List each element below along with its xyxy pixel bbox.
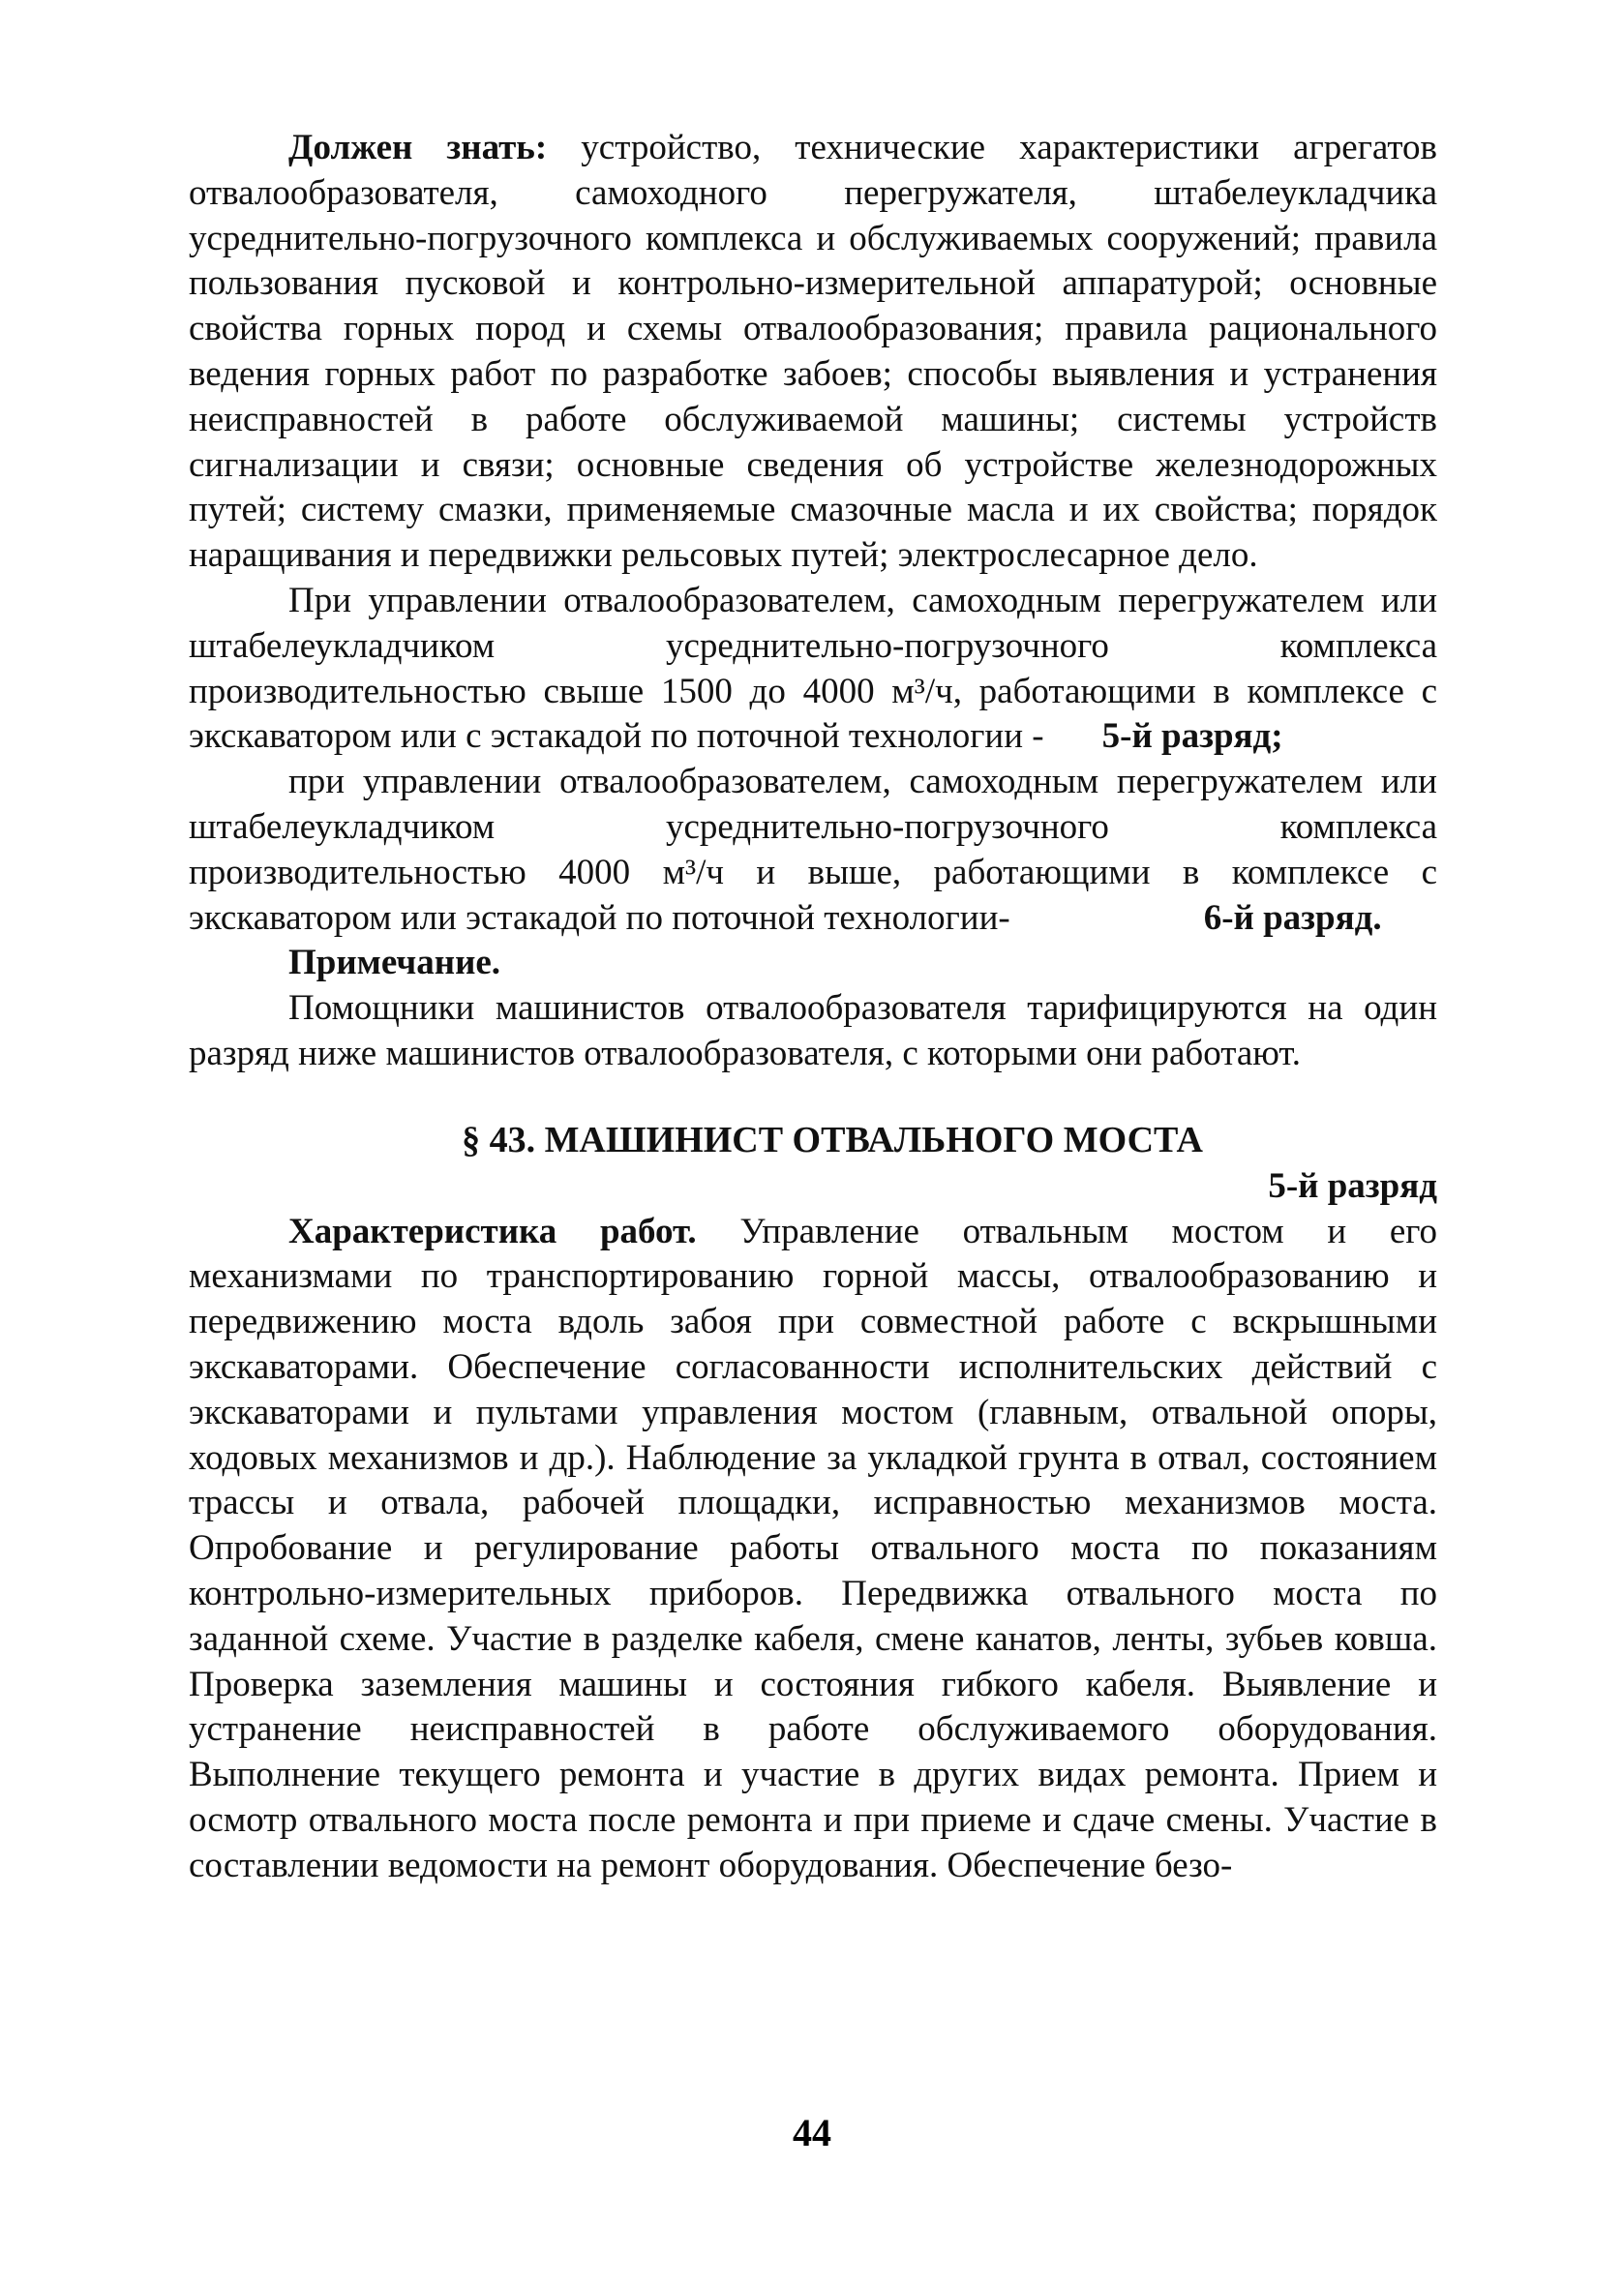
grade6-text: при управлении отвалообразователем, самоходным перегружателем или штабелеукладчиком усреднительно-погрузочного комплекса производительностью 4000 м³/ч и выше, работающими в комплексе с экскаватором или эстакадой по поточной технологии- — [189, 762, 1437, 938]
work-characteristics-paragraph — [189, 1210, 1437, 1889]
grade5-label: 5-й разряд; — [1101, 716, 1283, 757]
section-grade: 5-й разряд — [1268, 1165, 1437, 1206]
grade6-paragraph — [189, 760, 1437, 941]
note-label: Примечание. — [288, 943, 501, 983]
page-number: 44 — [793, 2111, 831, 2154]
document-page — [189, 126, 1437, 1888]
grade6-label: 6-й разряд. — [1203, 897, 1382, 938]
section-title: § 43. МАШИНИСТ ОТВАЛЬНОГО МОСТА — [462, 1119, 1203, 1160]
work-characteristics-label: Характеристика работ. — [288, 1211, 697, 1251]
grade5-paragraph — [189, 579, 1437, 760]
note-text: Помощники машинистов отвалообразователя тарифицируются на один разряд ниже машинистов отвалообразователя, с которыми они работают. — [189, 988, 1437, 1073]
work-characteristics-text: Управление отвальным мостом и его механизмами по транспортированию горной массы, отвалообразованию и передвижению моста вдоль забоя при совместной работе с вскрышными экскаваторами. Обеспечение согласованности исполнительских действий с экскаваторами и пультами управления мостом (главным, отвальной опоры, ходовых механизмов и др.). Наблюдение за укладкой грунта в отвал, состоянием трассы и отвала, рабочей площадки, исправностью механизмов моста. Опробование и регулирование работы отвального моста по показаниям контрольно-измерительных приборов. Передвижка отвального моста по заданной схеме. Участие в разделке кабеля, смене канатов, ленты, зубьев ковша. Проверка заземления машины и состояния гибкого кабеля. Выявление и устранение неисправностей в работе обслуживаемого оборудования. Выполнение текущего ремонта и участие в других видах ремонта. Прием и осмотр отвального моста после ремонта и при приеме и сдаче смены. Участие в составлении ведомости на ремонт оборудования. Обеспечение безо- — [189, 1211, 1437, 1885]
grade5-text: При управлении отвалообразователем, самоходным перегружателем или штабелеукладчиком усреднительно-погрузочного комплекса производительностью свыше 1500 до 4000 м³/ч, работающими в комплексе с экскаватором или с эстакадой по поточной технологии - — [189, 580, 1437, 757]
must-know-paragraph — [189, 126, 1437, 579]
must-know-text: устройство, технические характеристики агрегатов отвалообразователя, самоходного перегружателя, штабелеукладчика усреднительно-погрузочного комплекса и обслуживаемых сооружений; правила пользования пусковой и контрольно-измерительной аппаратурой; основные свойства горных пород и схемы отвалообразования; правила рационального ведения горных работ по разработке забоев; способы выявления и устранения неисправностей в работе обслуживаемой машины; системы устройств сигнализации и связи; основные сведения об устройстве железнодорожных путей; систему смазки, применяемые смазочные масла и их свойства; порядок наращивания и передвижки рельсовых путей; электрослесарное дело. — [189, 128, 1437, 576]
must-know-label: Должен знать: — [288, 128, 548, 167]
